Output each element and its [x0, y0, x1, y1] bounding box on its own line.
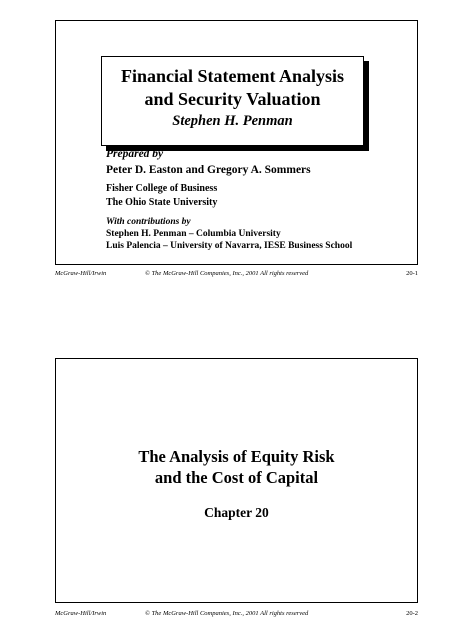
- chapter-number: Chapter 20: [204, 505, 269, 520]
- authors: Peter D. Easton and Gregory A. Sommers: [106, 164, 311, 176]
- footer-publisher: McGraw-Hill/Irwin: [55, 270, 107, 277]
- title-line-2: and Security Valuation: [144, 89, 321, 109]
- chapter-title-line-2: and the Cost of Capital: [154, 468, 319, 487]
- contributor-1: Stephen H. Penman – Columbia University: [106, 229, 281, 239]
- title-box: [101, 56, 364, 146]
- slide-1: [55, 20, 418, 265]
- footer-publisher: McGraw-Hill/Irwin: [55, 610, 107, 617]
- prepared-by-label: Prepared by: [106, 148, 164, 160]
- contributions-label: With contributions by: [106, 217, 191, 227]
- subtitle: Stephen H. Penman: [172, 113, 293, 129]
- chapter-title-line-1: The Analysis of Equity Risk: [138, 447, 335, 466]
- footer-page-number: 20-1: [406, 270, 418, 277]
- footer-copyright: © The McGraw-Hill Companies, Inc., 2001 All rights reserved: [145, 610, 309, 617]
- footer-slide-1: [55, 270, 418, 282]
- slide-2: [55, 358, 418, 603]
- footer-page-number: 20-2: [406, 610, 418, 617]
- footer-slide-2: [55, 610, 418, 622]
- contributor-2: Luis Palencia – University of Navarra, IESE Business School: [106, 241, 353, 251]
- affiliation-university: The Ohio State University: [106, 197, 218, 208]
- footer-copyright: © The McGraw-Hill Companies, Inc., 2001 All rights reserved: [145, 270, 309, 277]
- title-line-1: Financial Statement Analysis: [120, 66, 344, 86]
- affiliation-college: Fisher College of Business: [106, 183, 218, 194]
